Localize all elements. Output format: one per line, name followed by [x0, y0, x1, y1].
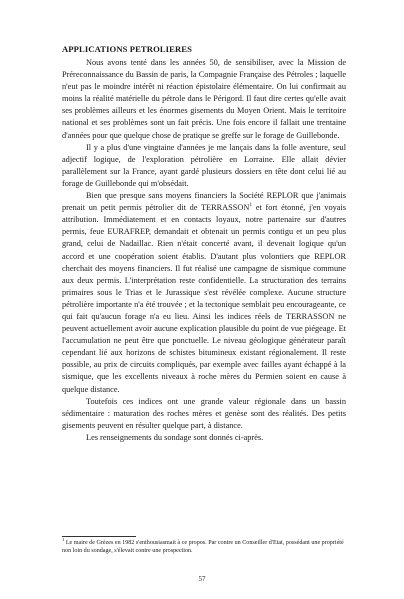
paragraph-3	[62, 190, 346, 396]
footnote-text: Le maire de Grèzes en 1982 s'enthousiasmait à ce propos. Par contre un Conseiller d'Etat, possédant une propriété non loin du sondage, s'élevait contre une prospection.	[62, 540, 344, 554]
paragraph-2-text: Il y a plus d'une vingtaine d'années je me lançais dans la folle aventure, seul adjectif logique, de l'exploration pétrolière en Lorraine. Elle allait dévier parallèlement sur la France, ayant gardé plusieurs dossiers en tête dont celui lié au forage de Guillebonde qui m'obsédait.	[62, 142, 346, 188]
section-heading: APPLICATIONS PETROLIERES	[62, 44, 192, 54]
page-body	[62, 44, 346, 444]
paragraph-1-text: Nous avons tenté dans les années 50, de sensibiliser, avec la Mission de Préreconnaissance du Bassin de paris, la Compagnie Française des Pétroles ; laquelle n'eut pas le moindre intérêt ni réaction épistolaire élémentaire. On lui confirmait au moins la réalité matérielle du pétrole dans le Périgord. Il faut dire certes qu'elle avait ses problèmes ailleurs et les énormes gisements du Moyen Orient. Mais le territoire national et ses problèmes sont un fait précis. Une fois encore il fallait une trentaine d'années pour que quelque chose de pratique se greffe sur le forage de Guillebonde.	[62, 58, 346, 140]
paragraph-4	[62, 396, 346, 432]
page-number: 57	[198, 575, 206, 583]
paragraph-2	[62, 142, 346, 190]
paragraph-3-text-b: et fort étonné, j'en voyais attribution. Immédiatement et en contacts loyaux, notre partenaire sur d'autres permis, feue EURAFREP, demandait et obtenait un permis contigu et un peu plus grand, celui de Nadaillac. Rien n'était concerté avant, il devenait logique qu'un accord et une coopération soient établis. D'autant plus volontiers que REPLOR cherchait des moyens financiers. Il fut réalisé une campagne de sismique commune aux deux permis. L'interprétation reste confidentielle. La structuration des terrains primaires sous le Trias et le Jurassique s'est révélée complexe. Aucune structure pétrolière importante n'a été trouvée ; et la tectonique semblait peu encourageante, ce qui fait qu'aucun forage n'a eu lieu. Ainsi les indices réels de TERRASSON ne peuvent actuellement avoir aucune explication plausible du point de vue piégeage. Et l'accumulation ne peut être que ponctuelle. Le niveau géologique générateur paraît cependant lié aux horizons de schistes bitumineux existant régionalement. Il reste possible, au prix de circuits compliqués, par exemple avec failles ayant échappé à la sismique, que les excellents niveaux à roche mères du Permien soient en cause à quelque distance.	[62, 203, 346, 394]
paragraph-1	[62, 57, 346, 142]
paragraph-3-text-a: Bien que presque sans moyens financiers la Société REPLOR que j'animais prenait un petit permis pétrolier dit de TERRASSON	[62, 191, 346, 213]
footnote-divider	[62, 536, 136, 537]
footnote	[62, 537, 346, 555]
footnote-marker: 1	[62, 537, 65, 542]
paragraph-4-text: Toutefois ces indices ont une grande valeur régionale dans un bassin sédimentaire : maturation des roches mères et genèse sont des réalités. Des petits gisements peuvent en résulter quelque part, à distance.	[62, 396, 346, 430]
footnote-reference[interactable]: 1	[249, 202, 253, 209]
paragraph-5	[62, 432, 346, 444]
paragraph-5-text: Les renseignements du sondage sont donnés ci-après.	[86, 432, 264, 442]
